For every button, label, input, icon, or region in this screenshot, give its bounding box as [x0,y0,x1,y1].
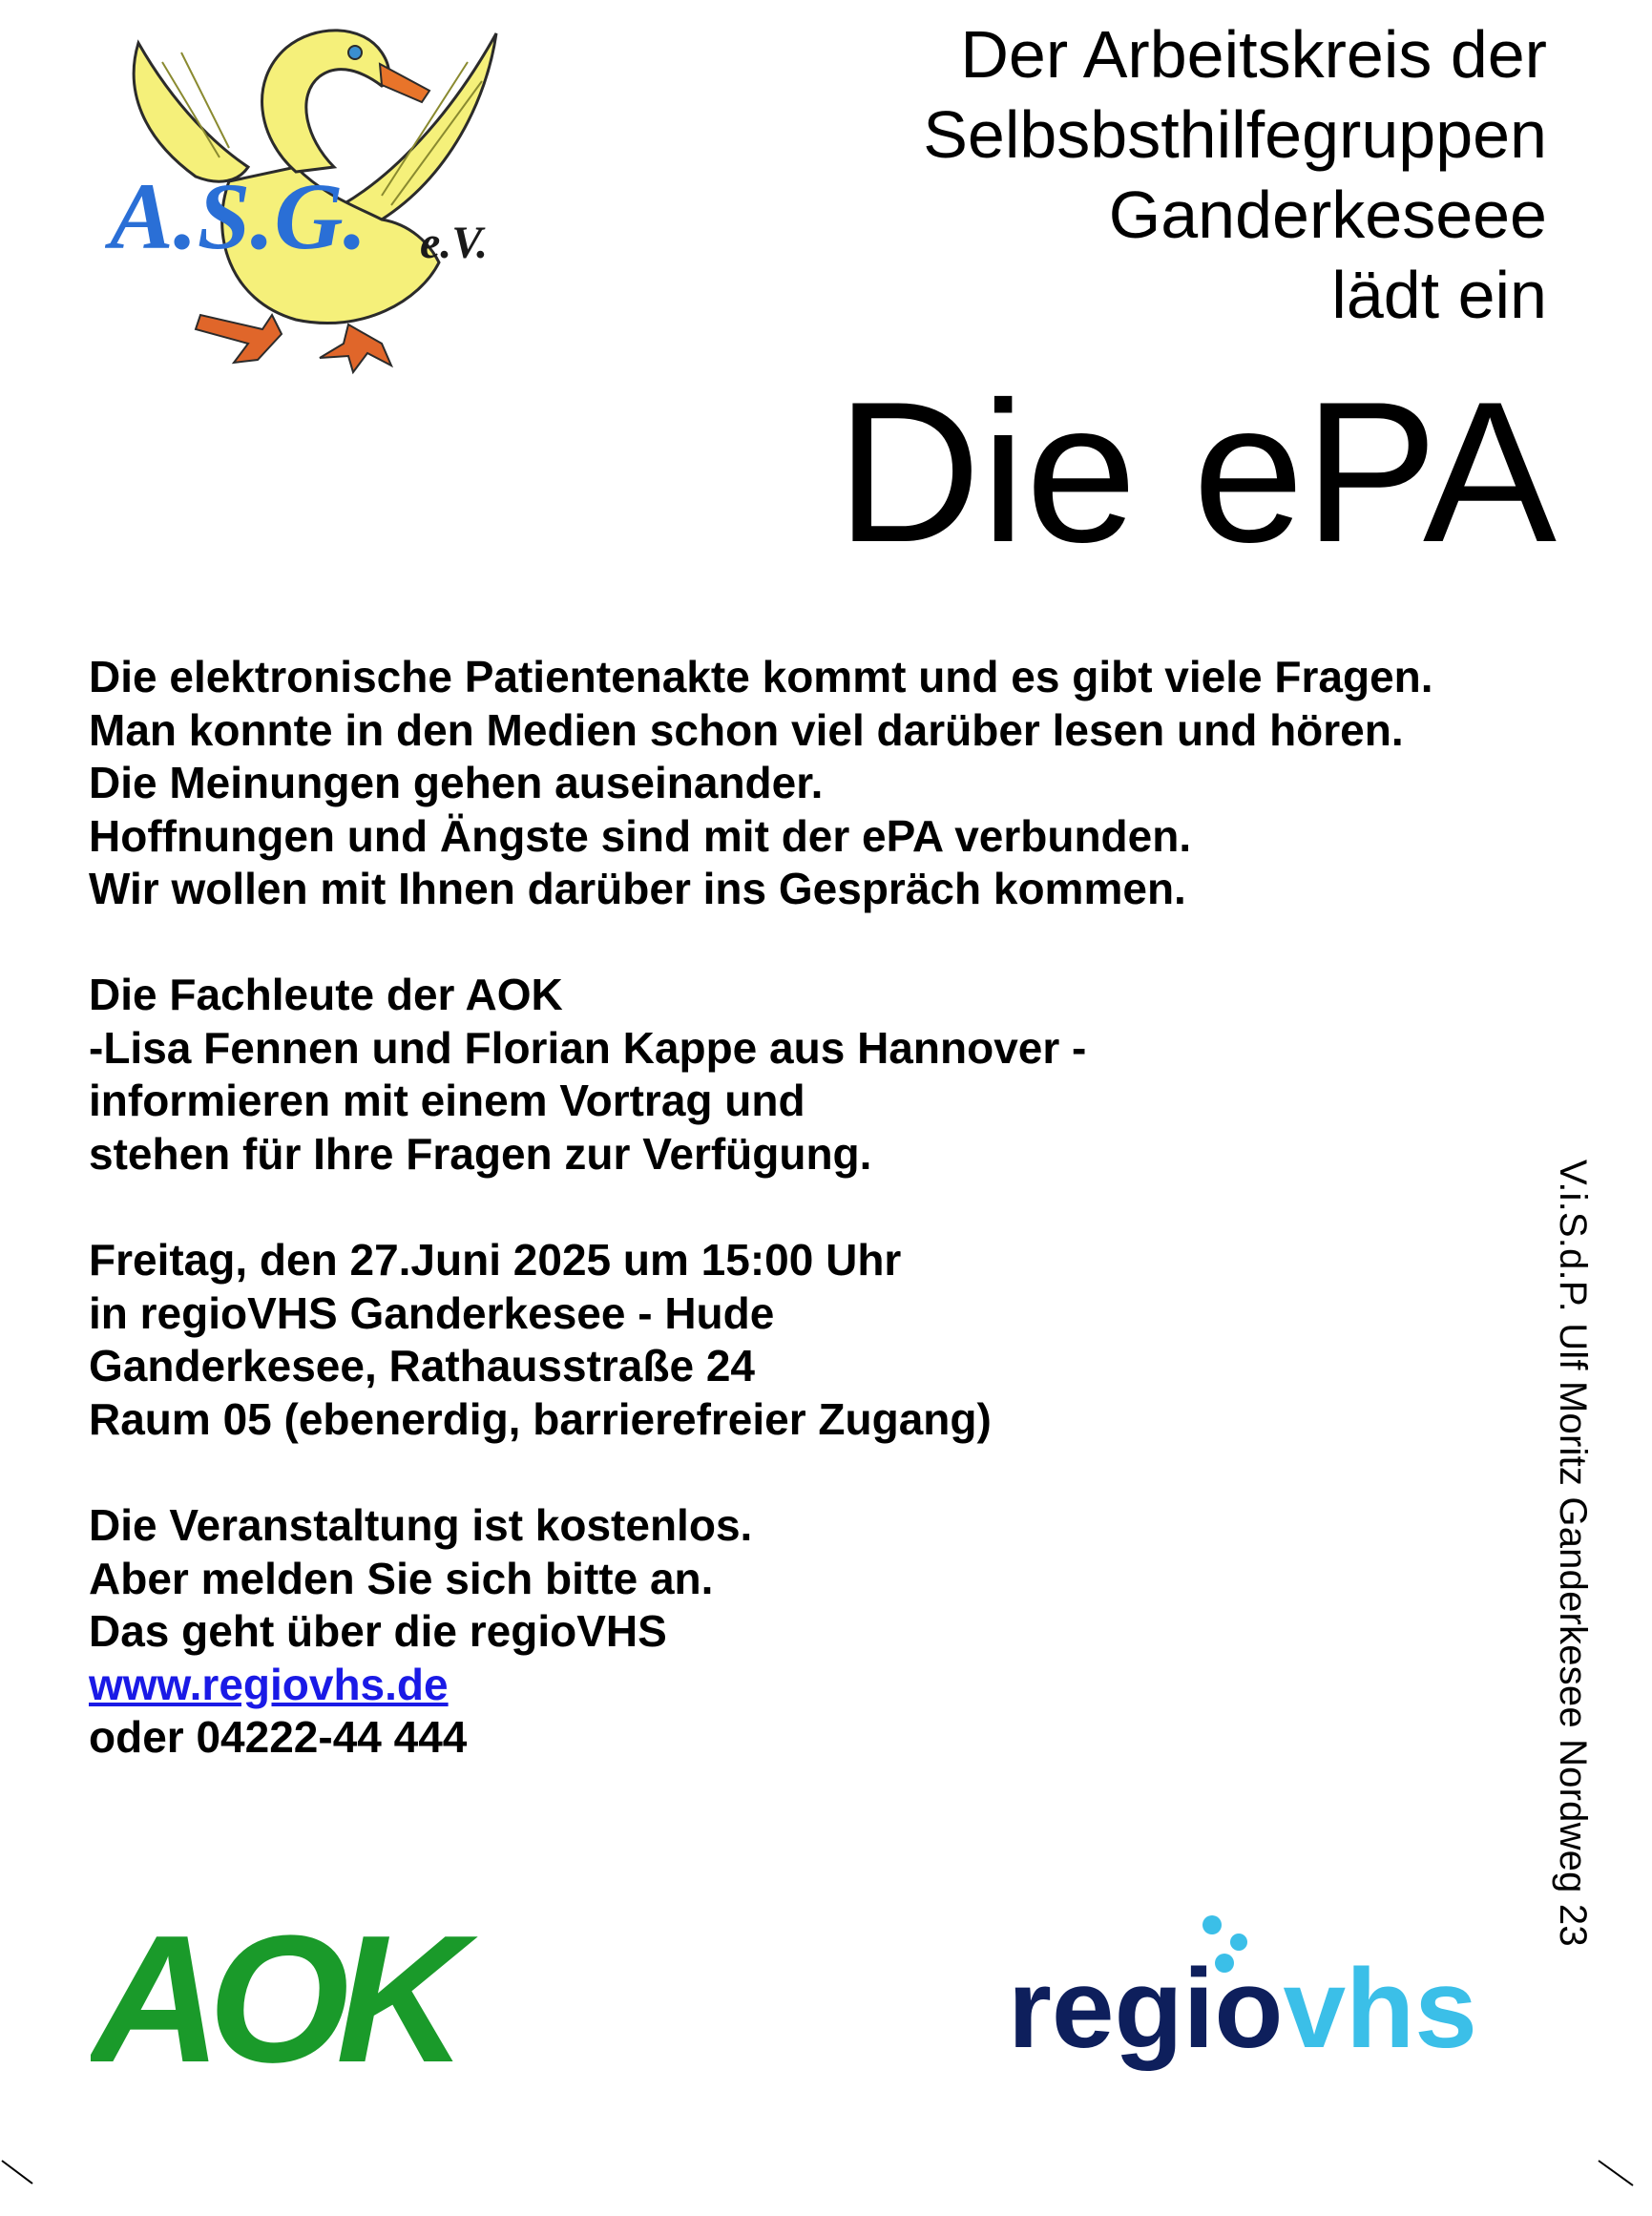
event-details [89,1234,992,1446]
goose-icon [105,14,525,377]
header-line: lädt ein [1331,258,1547,332]
invitation-header [923,14,1547,335]
regio-text: regio [1008,1946,1284,2072]
intro-paragraph [89,651,1433,916]
page-title: Die ePA [836,360,1557,584]
asg-suffix: e.V. [420,218,489,268]
event-address: Ganderkesee, Rathausstraße 24 [89,1341,756,1390]
crop-mark [1595,2159,1652,2197]
intro-line: Die elektronische Patientenakte kommt und es gibt viele Fragen. [89,652,1433,701]
regiovhs-link[interactable]: www.regiovhs.de [89,1659,449,1709]
aok-text: AOK [91,1918,454,2085]
vhs-text: vhs [1283,1946,1477,2072]
aok-logo-graphic [91,1918,520,2085]
event-room: Raum 05 (ebenerdig, barrierefreier Zugang) [89,1393,992,1444]
asg-logo [105,14,525,377]
event-venue: in regioVHS Ganderkesee - Hude [89,1287,775,1338]
intro-line: Die Meinungen gehen auseinander. [89,758,824,807]
speakers-paragraph [89,969,1086,1181]
intro-line: Hoffnungen und Ängste sind mit der ePA verbunden. [89,810,1192,861]
speakers-line: stehen für Ihre Fragen zur Verfügung. [89,1128,872,1179]
registration-line: Die Veranstaltung ist kostenlos. [89,1500,753,1550]
imprint-text: V.i.S.d.P. Ulf Moritz Ganderkesee Nordweg 23 [1552,1160,1594,1947]
registration-line: Das geht über die regioVHS [89,1606,667,1656]
asg-letters: A.S.G. [110,163,367,269]
intro-line: Wir wollen mit Ihnen darüber ins Gespräch kommen. [89,864,1186,913]
speakers-line: -Lisa Fennen und Florian Kappe aus Hannover - [89,1022,1087,1073]
logo-dot [1202,1915,1222,1934]
header-line: Selbsbsthilfegruppen [923,97,1547,172]
registration-phone: oder 04222-44 444 [89,1712,468,1762]
svg-text:regiovhs [1008,1946,1477,2072]
aok-logo [91,1918,520,2085]
header-line: Der Arbeitskreis der [960,17,1547,92]
speakers-line: informieren mit einem Vortrag und [89,1076,805,1125]
crop-mark [0,2159,57,2197]
registration-info [89,1499,752,1765]
event-date: Freitag, den 27.Juni 2025 um 15:00 Uhr [89,1235,902,1285]
intro-line: Man konnte in den Medien schon viel darüber lesen und hören. [89,704,1404,755]
registration-line: Aber melden Sie sich bitte an. [89,1553,714,1603]
header-line: Ganderkeseee [1108,178,1547,252]
regiovhs-logo-graphic [1002,1913,1537,2095]
speakers-line: Die Fachleute der AOK [89,970,563,1019]
regiovhs-logo [1002,1913,1537,2095]
